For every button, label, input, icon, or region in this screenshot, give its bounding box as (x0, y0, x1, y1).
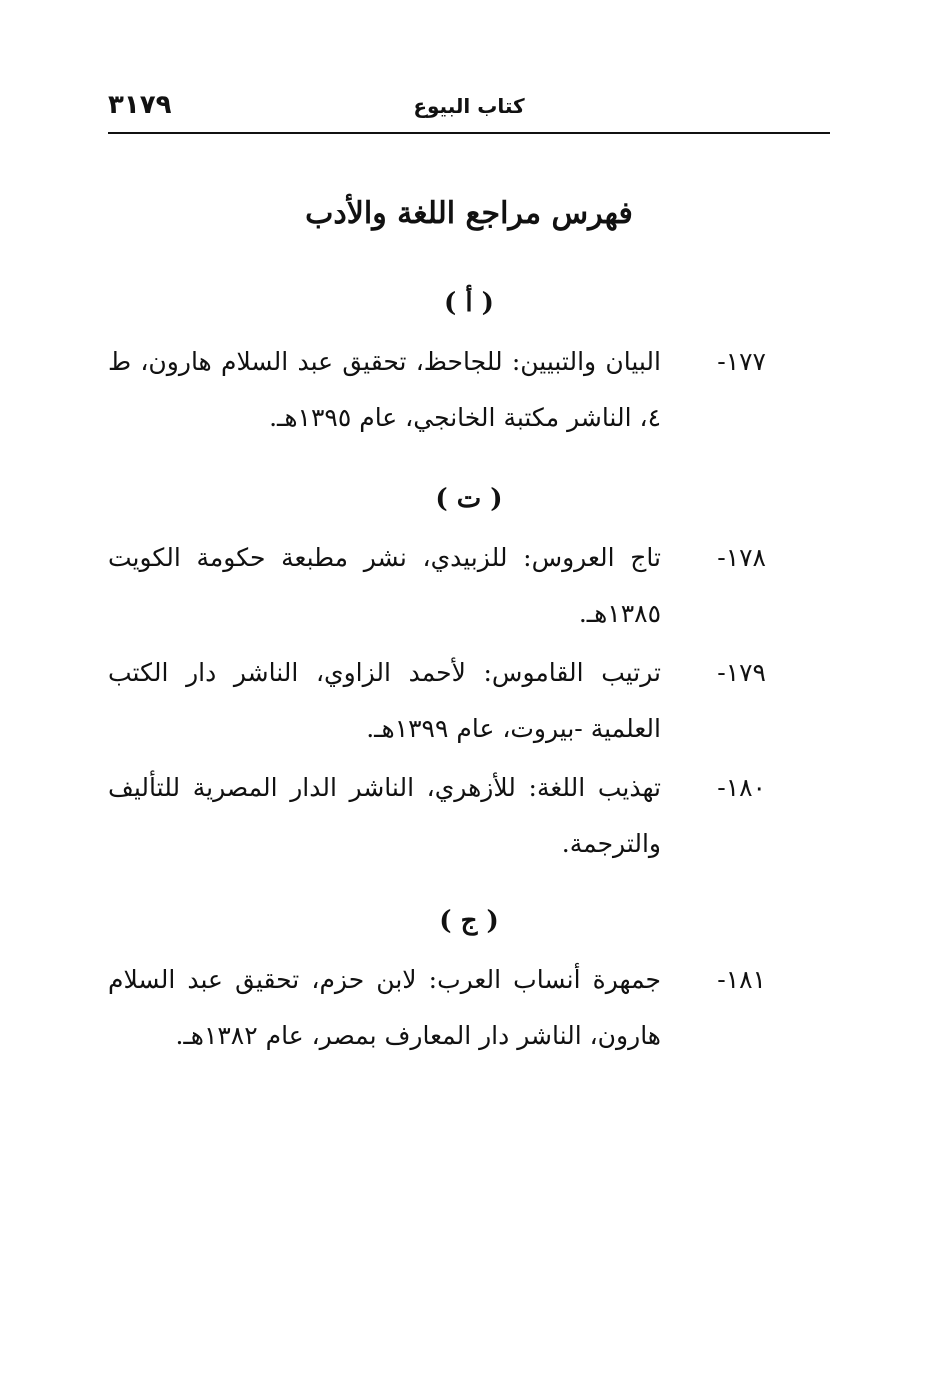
section-letter-ta: ( ت ) (435, 484, 503, 514)
page-header (108, 84, 830, 134)
entry-text: البيان والتبيين: للجاحظ، تحقيق عبد السلام هارون، ط ٤، الناشر مكتبة الخانجي، عام ١٣٩٥هـ. (108, 347, 661, 432)
running-title: كتاب البيوع (413, 94, 525, 118)
entry-number: ١٨٠- (717, 773, 766, 802)
entry-number: ١٧٨- (717, 543, 766, 572)
entry-text: جمهرة أنساب العرب: لابن حزم، تحقيق عبد السلام هارون، الناشر دار المعارف بمصر، عام ١٣٨٢هـ. (108, 965, 661, 1050)
entry-text: تهذيب اللغة: للأزهري، الناشر الدار المصرية للتأليف والترجمة. (108, 773, 661, 858)
section-letter-jim: ( ج ) (439, 906, 499, 936)
entry-number: ١٧٧- (717, 347, 766, 376)
section-letter-alif: ( أ ) (444, 288, 494, 318)
page-number: ٣١٧٩ (108, 90, 172, 120)
entry-number: ١٧٩- (717, 658, 766, 687)
entry-text: تاج العروس: للزبيدي، نشر مطبعة حكومة الكويت ١٣٨٥هـ. (108, 543, 661, 628)
entry-number: ١٨١- (717, 965, 766, 994)
index-title: فهرس مراجع اللغة والأدب (305, 196, 633, 231)
entry-text: ترتيب القاموس: لأحمد الزاوي، الناشر دار الكتب العلمية -بيروت، عام ١٣٩٩هـ. (108, 658, 661, 743)
